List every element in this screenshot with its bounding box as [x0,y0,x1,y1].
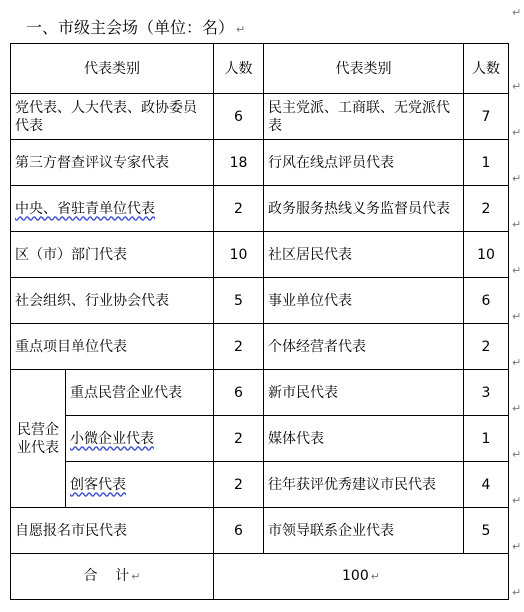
paragraph-mark: ↵ [512,264,522,277]
pe-row-2-left-label-text: 小微企业代表 [70,430,154,447]
row-5-left-count: 5 [214,278,264,324]
row-5-left-label: 社会组织、行业协会代表 [11,278,214,324]
header-count-right: 人数 [464,44,509,94]
private-enterprise-group-label: 民营企业代表 [11,370,66,508]
paragraph-mark: ↵ [512,494,522,507]
row-4-left-label: 区（市）部门代表 [11,232,214,278]
row-7-left-label: 自愿报名市民代表 [11,508,214,554]
row-1-left-label: 党代表、人大代表、政协委员代表 [11,94,214,140]
pe-row-3-right-label: 往年获评优秀建议市民代表 [264,462,464,508]
row-2-right-count: 1 [464,140,509,186]
paragraph-mark: ↵ [512,218,522,231]
paragraph-mark: ↵ [512,80,522,93]
pe-row-1-right-label: 新市民代表 [264,370,464,416]
pe-row-1-left-count: 6 [214,370,264,416]
row-3-left-count: 2 [214,186,264,232]
pe-row-3-left-count: 2 [214,462,264,508]
header-category-right: 代表类别 [264,44,464,94]
row-1-right-label: 民主党派、工商联、无党派代表 [264,94,464,140]
row-1-right-count: 7 [464,94,509,140]
table-row [11,508,509,554]
paragraph-mark: ↵ [512,310,522,323]
paragraph-mark: ↵ [131,570,141,583]
paragraph-mark: ↵ [512,448,522,461]
row-2-left-label: 第三方督查评议专家代表 [11,140,214,186]
paragraph-mark: ↵ [512,402,522,415]
paragraph-mark: ↵ [512,586,522,599]
total-row [11,554,509,600]
row-3-left-label [11,186,214,232]
table-row [11,462,509,508]
paragraph-mark: ↵ [512,540,522,553]
table-row [11,324,509,370]
pe-row-2-left-count: 2 [214,416,264,462]
row-7-left-count: 6 [214,508,264,554]
row-7-right-count: 5 [464,508,509,554]
pe-row-1-right-count: 3 [464,370,509,416]
row-2-right-label: 行风在线点评员代表 [264,140,464,186]
row-6-right-count: 2 [464,324,509,370]
row-4-left-count: 10 [214,232,264,278]
paragraph-mark: ↵ [512,6,522,19]
paragraph-mark: ↵ [370,570,380,583]
row-2-left-count: 18 [214,140,264,186]
row-6-right-label: 个体经营者代表 [264,324,464,370]
row-5-right-count: 6 [464,278,509,324]
pe-row-2-right-label: 媒体代表 [264,416,464,462]
row-3-left-label-text: 中央、省驻青单位代表 [15,200,155,217]
table-row [11,232,509,278]
pe-row-3-right-count: 4 [464,462,509,508]
header-category-left: 代表类别 [11,44,214,94]
row-7-right-label: 市领导联系企业代表 [264,508,464,554]
total-label-text: 合 计 [83,568,130,584]
row-3-right-label: 政务服务热线义务监督员代表 [264,186,464,232]
table-row [11,278,509,324]
paragraph-mark: ↵ [512,356,522,369]
section-title-text: 一、市级主会场（单位：名） [26,18,235,37]
delegate-table [10,43,509,600]
table-row [11,140,509,186]
row-5-right-label: 事业单位代表 [264,278,464,324]
paragraph-mark: ↵ [236,23,246,36]
row-6-left-count: 2 [214,324,264,370]
pe-row-2-left-label [66,416,214,462]
table-row [11,186,509,232]
paragraph-mark: ↵ [512,126,522,139]
table-row [11,416,509,462]
total-value-text: 100 [342,568,369,584]
section-title [26,18,245,40]
table-row [11,94,509,140]
row-3-right-count: 2 [464,186,509,232]
pe-row-3-left-label [66,462,214,508]
table-row [11,370,509,416]
pe-row-3-left-label-text: 创客代表 [70,476,126,493]
row-6-left-label: 重点项目单位代表 [11,324,214,370]
pe-row-2-right-count: 1 [464,416,509,462]
total-label [11,554,214,600]
header-count-left: 人数 [214,44,264,94]
row-4-right-count: 10 [464,232,509,278]
row-1-left-count: 6 [214,94,264,140]
paragraph-mark: ↵ [512,172,522,185]
row-4-right-label: 社区居民代表 [264,232,464,278]
table-header-row [11,44,509,94]
total-value [214,554,509,600]
pe-row-1-left-label: 重点民营企业代表 [66,370,214,416]
